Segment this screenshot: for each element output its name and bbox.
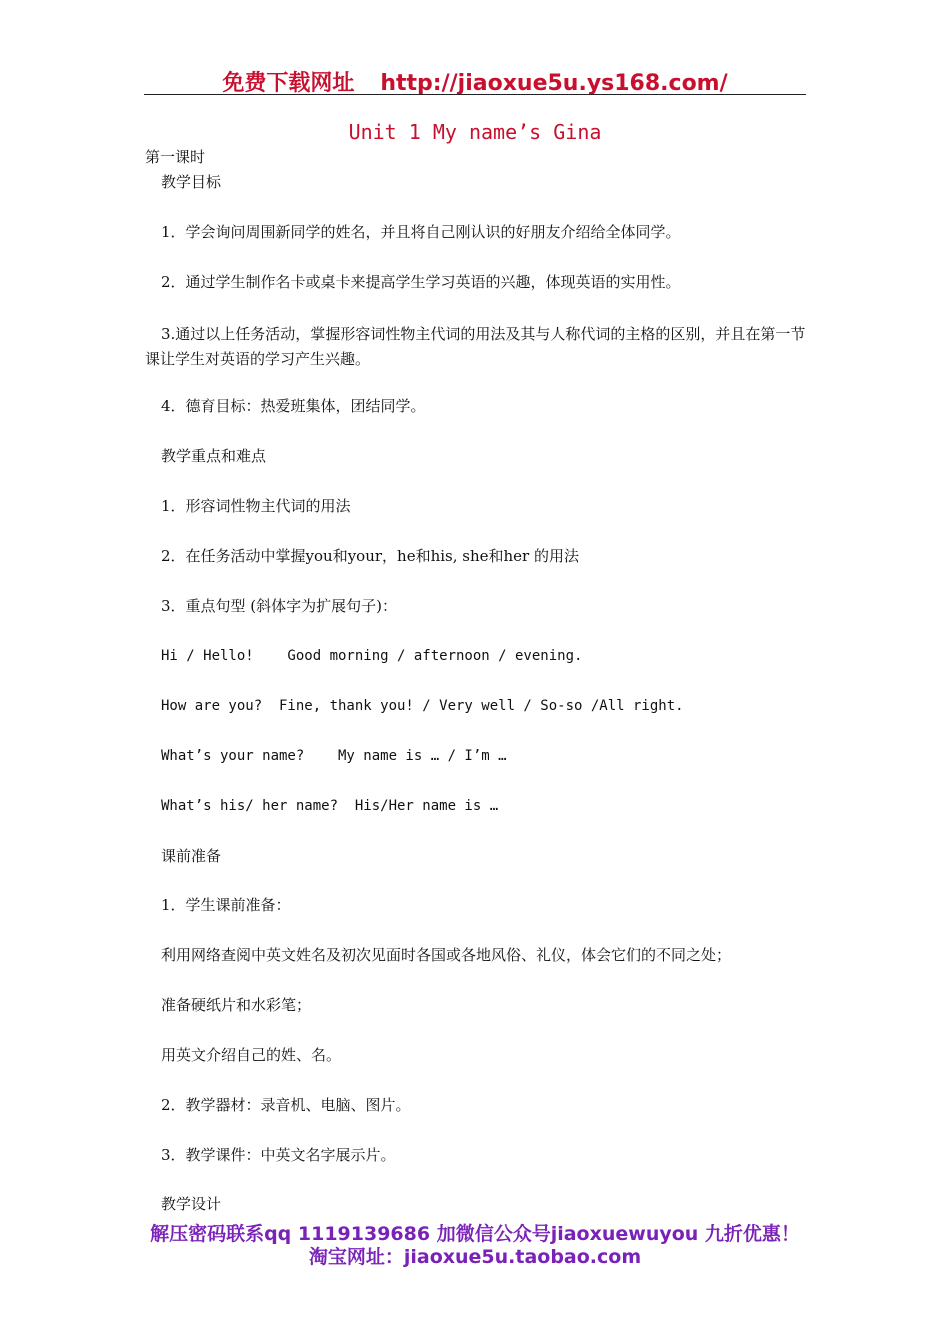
preparation-item: 3．教学课件：中英文名字展示片。 bbox=[161, 1146, 396, 1164]
preparation-item: 准备硬纸片和水彩笔； bbox=[161, 996, 312, 1014]
design-heading: 教学设计 bbox=[161, 1195, 222, 1213]
key-sentence: How are you? Fine, thank you! / Very well / So-so /All right. bbox=[161, 698, 684, 714]
preparation-item: 1．学生课前准备： bbox=[161, 896, 291, 914]
objective-item: 1．学会询问周围新同学的姓名，并且将自己刚认识的好朋友介绍给全体同学。 bbox=[161, 223, 681, 241]
header-divider bbox=[144, 94, 806, 95]
page-title: Unit 1 My name’s Gina bbox=[348, 120, 602, 144]
key-sentence: Hi / Hello! Good morning / afternoon / evening. bbox=[161, 648, 583, 664]
preparation-item: 2．教学器材：录音机、电脑、图片。 bbox=[161, 1096, 411, 1114]
header-label: 免费下载网址 bbox=[222, 71, 355, 96]
key-point-item: 3．重点句型 (斜体字为扩展句子)： bbox=[161, 597, 398, 615]
key-point-item: 1．形容词性物主代词的用法 bbox=[161, 497, 351, 515]
download-header bbox=[0, 66, 950, 97]
footer-taobao-line[interactable]: 淘宝网址：jiaoxue5u.taobao.com bbox=[308, 1246, 642, 1268]
objective-item: 4．德育目标：热爱班集体，团结同学。 bbox=[161, 397, 426, 415]
key-sentence: What’s his/ her name? His/Her name is … bbox=[161, 798, 499, 814]
objectives-heading: 教学目标 bbox=[161, 173, 222, 191]
preparation-item: 利用网络查阅中英文姓名及初次见面时各国或各地风俗、礼仪，体会它们的不同之处； bbox=[161, 946, 732, 964]
lesson-label: 第一课时 bbox=[145, 148, 206, 166]
objective-item: 3.通过以上任务活动，掌握形容词性物主代词的用法及其与人称代词的主格的区别，并且在第一节课让学生对英语的学习产生兴趣。 bbox=[145, 325, 806, 368]
header-url-link[interactable]: http://jiaoxue5u.ys168.com/ bbox=[380, 71, 728, 96]
footer-password-line: 解压密码联系qq 1119139686 加微信公众号jiaoxuewuyou 九折优惠！ bbox=[150, 1223, 800, 1245]
preparation-heading: 课前准备 bbox=[161, 847, 222, 865]
key-sentence: What’s your name? My name is … / I’m … bbox=[161, 748, 507, 764]
key-points-heading: 教学重点和难点 bbox=[161, 447, 267, 465]
preparation-item: 用英文介绍自己的姓、名。 bbox=[161, 1046, 342, 1064]
objective-item: 2．通过学生制作名卡或桌卡来提高学生学习英语的兴趣，体现英语的实用性。 bbox=[161, 273, 681, 291]
key-point-item: 2．在任务活动中掌握you和your，he和his, she和her 的用法 bbox=[161, 547, 579, 565]
